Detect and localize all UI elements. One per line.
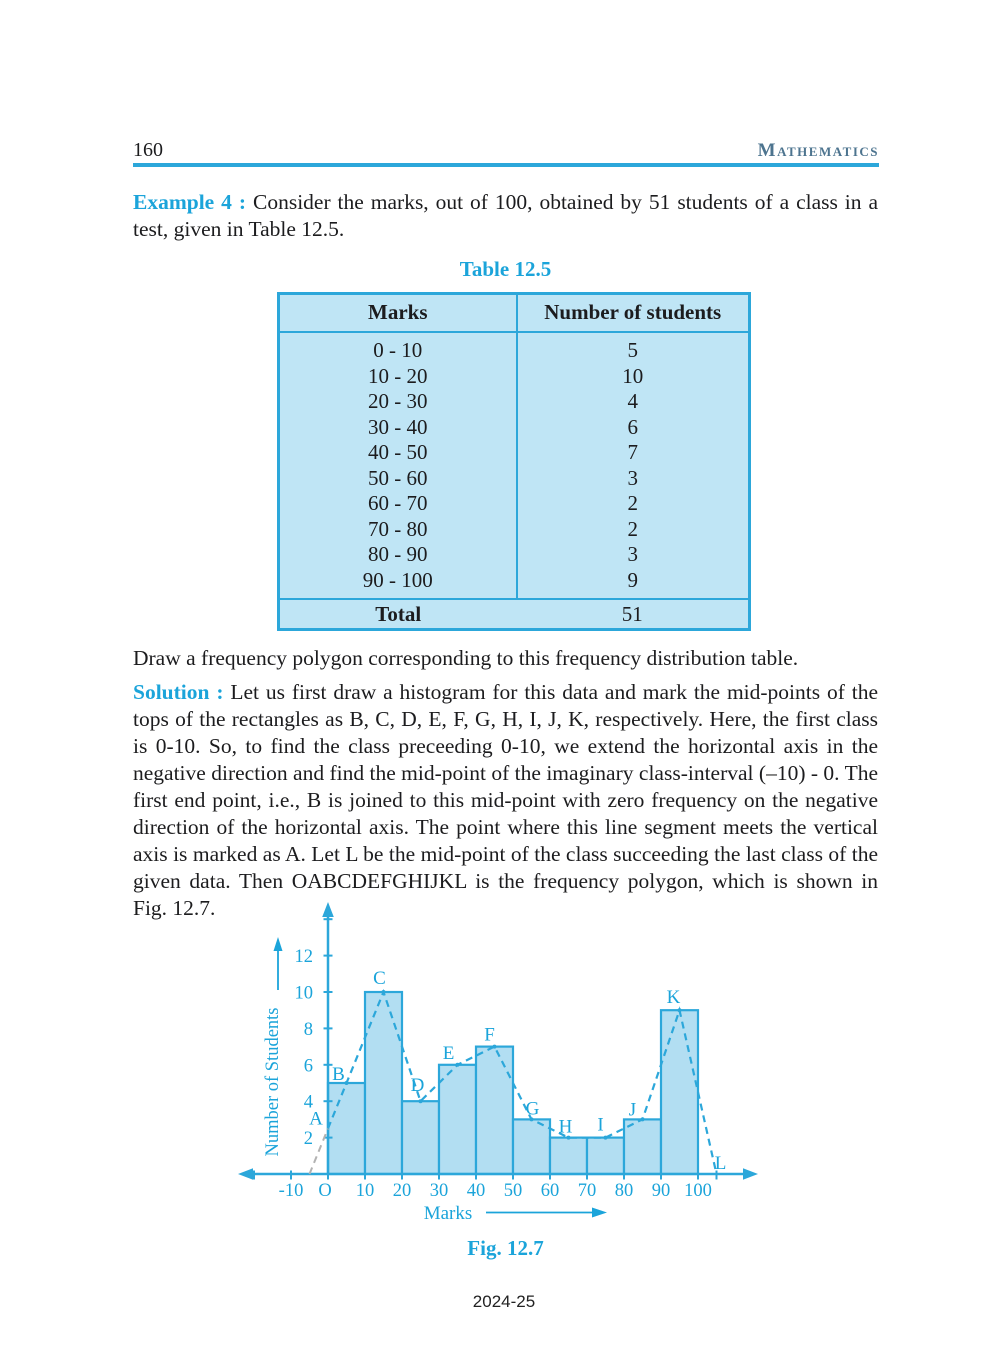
running-head: Mathematics [757,140,879,161]
table-header-row [279,294,750,333]
figure-caption: Fig. 12.7 [467,1236,544,1260]
table-row [279,364,750,390]
table-caption: Table 12.5 [459,257,552,281]
table-row [279,389,750,415]
histogram-bar [513,1119,550,1174]
polygon-vertex-dot [641,1117,645,1121]
cell-frequency: 6 [627,414,638,439]
y-tick-label: 2 [303,1129,313,1150]
x-tick-label: 80 [614,1181,634,1201]
x-tick-label: 40 [466,1181,486,1201]
table-total-row [279,599,750,630]
y-tick-label: 10 [294,983,313,1004]
solution-text: Let us first draw a histogram for this data and mark the mid-points of the tops of the rectangles as B, C, D, E, F, G, H, I, J, K, respectively. Here, the first class is 0-10. So, to find the class preceeding 0-10, we extend the horizontal axis in the negative direction and find the mid-point of the imaginary class-interval (–10) - 0. The first end point, i.e., B is joined to this mid-point with zero frequency on the negative direction of the horizontal axis. The point where this line segment meets the vertical axis is marked as A. Let L be the mid-point of the class succeeding the last class of the given data. Then OABCDEFGHIJKL is the frequency polygon, which is shown in Fig. 12.7. [133,680,879,920]
example-text: Consider the marks, out of 100, obtained by 51 students of a class in a test, given in Table 12.5. [133,190,879,241]
polygon-vertex-dot [345,1081,349,1085]
y-axis-arrow-icon [322,902,334,917]
page-number: 160 [133,139,163,161]
x-tick-label: 10 [355,1181,375,1201]
point-label: H [558,1116,573,1138]
table-head [279,294,750,333]
x-tick-label: 90 [651,1181,671,1201]
total-value: 51 [517,599,750,630]
cell-frequency: 5 [627,338,638,362]
table-row [279,542,750,568]
point-label: E [442,1042,455,1064]
table-body [279,332,750,599]
point-label: B [332,1064,345,1085]
cell-class-interval: 20 - 30 [279,389,517,415]
x-tick-label: 100 [684,1181,712,1201]
cell-class-interval: 30 - 40 [279,415,517,441]
x-axis-title: Marks [423,1203,473,1224]
y-title-arrow-icon [274,937,283,951]
solution-label: Solution : [133,680,224,704]
cell-frequency: 4 [627,389,638,413]
cell-frequency: 3 [627,542,638,566]
x-axis-right-arrow-icon [743,1168,758,1180]
x-tick-label: 30 [429,1181,449,1201]
cell-class-interval: 80 - 90 [279,542,517,568]
histogram-bar [476,1047,513,1174]
histogram-bar [587,1138,624,1174]
point-label: C [373,968,386,989]
point-label: F [484,1024,495,1046]
cell-class-interval: 70 - 80 [279,517,517,543]
draw-instruction: Draw a frequency polygon corresponding to this frequency distribution table. [133,646,799,670]
table-row [279,415,750,441]
polygon-vertex-dot [678,1008,682,1012]
point-label: K [666,987,681,1009]
cell-frequency: 2 [627,491,638,515]
point-label: G [525,1098,540,1120]
cell-class-interval: 50 - 60 [279,466,517,492]
histogram-bar [365,992,402,1174]
point-label: J [628,1099,637,1121]
histogram-bar [661,1010,698,1174]
cell-class-interval: 90 - 100 [279,568,517,600]
x-tick-label: O [318,1181,332,1201]
x-tick-label: 20 [392,1181,412,1201]
y-tick-label: 6 [303,1056,313,1077]
frequency-table [277,292,751,631]
x-tick-label: 70 [577,1181,597,1201]
point-label: D [410,1075,425,1097]
point-label: I [597,1114,604,1136]
table-row [279,466,750,492]
polygon-vertex-dot [604,1136,608,1140]
table-row [279,491,750,517]
page-header [133,139,879,162]
histogram-bar [624,1119,661,1174]
frequency-polygon-chart [233,897,773,1232]
total-label: Total [279,599,517,630]
table-row [279,332,750,364]
cell-class-interval: 40 - 50 [279,440,517,466]
cell-class-interval: 0 - 10 [279,332,517,364]
table-row [279,440,750,466]
y-axis-title: Number of Students [263,1007,283,1157]
polygon-vertex-dot [382,990,386,994]
histogram-bar [550,1138,587,1174]
polygon-vertex-dot [419,1099,423,1103]
x-axis-left-arrow-icon [238,1168,253,1180]
point-label: A [309,1108,323,1130]
histogram-bar [439,1065,476,1174]
footer-year: 2024-25 [472,1292,536,1311]
y-tick-label: 4 [303,1092,313,1113]
histogram-bar [328,1083,365,1174]
cell-frequency: 9 [627,567,638,592]
table-row [279,568,750,600]
x-tick-label: 60 [540,1181,560,1201]
cell-frequency: 10 [622,363,644,388]
x-tick-label: 50 [503,1181,523,1201]
y-tick-label: 12 [294,947,313,968]
solution-paragraph [133,679,878,922]
table-row [279,517,750,543]
col-header-marks: Marks [279,294,517,333]
header-rule [133,163,879,167]
table-foot [279,599,750,630]
cell-frequency: 2 [627,516,638,541]
x-tick-label: -10 [278,1181,304,1201]
point-label: L [714,1153,727,1174]
cell-class-interval: 60 - 70 [279,491,517,517]
cell-class-interval: 10 - 20 [279,364,517,390]
cell-frequency: 7 [627,440,638,464]
x-title-arrow-icon [592,1208,607,1218]
cell-frequency: 3 [627,465,638,490]
y-tick-label: 8 [303,1019,313,1040]
polygon-vertex-dot [456,1063,460,1067]
col-header-students: Number of students [517,294,750,333]
example-label: Example 4 : [133,190,247,214]
histogram-bar [402,1101,439,1174]
example-paragraph [133,189,878,243]
